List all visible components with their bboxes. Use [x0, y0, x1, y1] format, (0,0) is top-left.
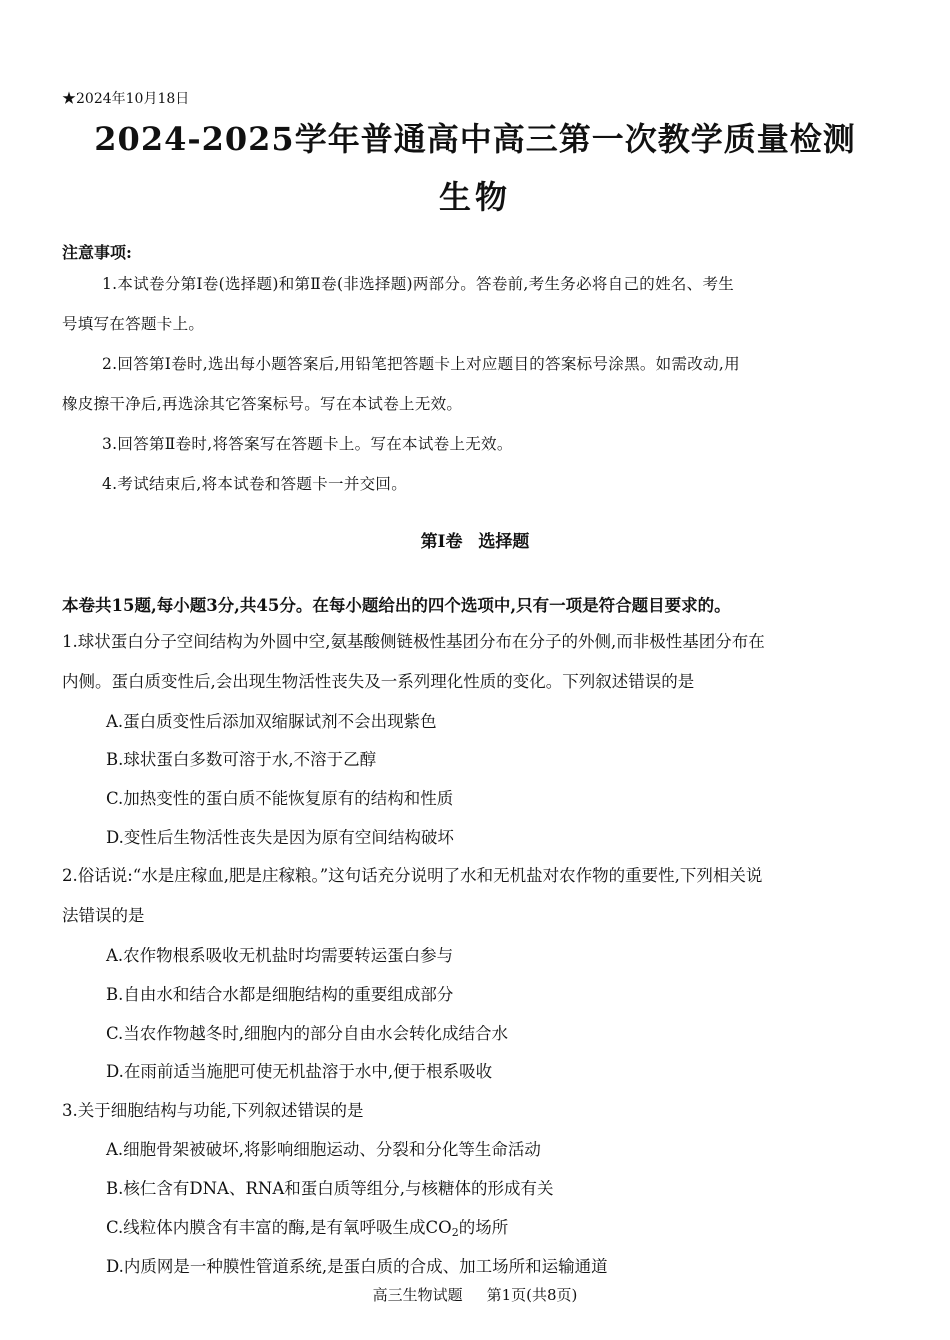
- footer-exam-name: 高三生物试题: [372, 1286, 463, 1304]
- question-2-stem-cont: 法错误的是: [62, 906, 145, 925]
- co2-subscript: 2: [451, 1226, 459, 1239]
- notice-item-1-cont: 号填写在答题卡上。: [62, 315, 205, 333]
- section-instruction: 本卷共15题,每小题3分,共45分。在每小题给出的四个选项中,只有一项是符合题目要求的。: [62, 596, 731, 615]
- question-1-stem: 1.球状蛋白分子空间结构为外圆中空,氨基酸侧链极性基团分布在分子的外侧,而非极性基团分布在: [62, 632, 765, 651]
- question-3-option-a: A.细胞骨架被破坏,将影响细胞运动、分裂和分化等生命活动: [106, 1140, 541, 1159]
- notice-item-1: 1.本试卷分第Ⅰ卷(选择题)和第Ⅱ卷(非选择题)两部分。答卷前,考生务必将自己的姓名、考生: [102, 275, 735, 293]
- question-3-option-c: [106, 1214, 508, 1239]
- question-3-stem: 3.关于细胞结构与功能,下列叙述错误的是: [62, 1101, 364, 1120]
- notice-item-2: 2.回答第Ⅰ卷时,选出每小题答案后,用铅笔把答题卡上对应题目的答案标号涂黑。如需改动,用: [102, 355, 740, 373]
- exam-date: ★2024年10月18日: [62, 91, 190, 107]
- question-1-option-c: C.加热变性的蛋白质不能恢复原有的结构和性质: [106, 789, 454, 808]
- exam-subject: 生物: [438, 178, 511, 216]
- question-3-option-d: D.内质网是一种膜性管道系统,是蛋白质的合成、加工场所和运输通道: [106, 1257, 608, 1276]
- notice-item-3: 3.回答第Ⅱ卷时,将答案写在答题卡上。写在本试卷上无效。: [102, 435, 513, 453]
- question-1-option-a: A.蛋白质变性后添加双缩脲试剂不会出现紫色: [106, 712, 437, 731]
- notice-item-2-cont: 橡皮擦干净后,再选涂其它答案标号。写在本试卷上无效。: [62, 395, 463, 413]
- question-2-option-c: C.当农作物越冬时,细胞内的部分自由水会转化成结合水: [106, 1024, 509, 1043]
- question-2-option-b: B.自由水和结合水都是细胞结构的重要组成部分: [106, 985, 454, 1004]
- question-3-option-c-text-end: 的场所: [458, 1218, 509, 1237]
- question-2-option-a: A.农作物根系吸收无机盐时均需要转运蛋白参与: [106, 946, 454, 965]
- question-1-option-b: B.球状蛋白多数可溶于水,不溶于乙醇: [106, 750, 377, 769]
- notice-item-4: 4.考试结束后,将本试卷和答题卡一并交回。: [102, 475, 408, 493]
- page-footer: [0, 1284, 950, 1305]
- question-1-option-d: D.变性后生物活性丧失是因为原有空间结构破坏: [106, 828, 454, 847]
- notice-heading: 注意事项:: [62, 243, 132, 262]
- question-3-option-c-text: C.线粒体内膜含有丰富的酶,是有氧呼吸生成CO: [106, 1218, 452, 1237]
- section-title: 第Ⅰ卷 选择题: [420, 532, 530, 552]
- question-3-option-b: B.核仁含有DNA、RNA和蛋白质等组分,与核糖体的形成有关: [106, 1179, 554, 1198]
- question-2-stem: 2.俗话说:“水是庄稼血,肥是庄稼粮。”这句话充分说明了水和无机盐对农作物的重要性,下列相关说: [62, 866, 763, 885]
- exam-title: 2024-2025学年普通高中高三第一次教学质量检测: [94, 120, 856, 158]
- question-2-option-d: D.在雨前适当施肥可使无机盐溶于水中,便于根系吸收: [106, 1062, 493, 1081]
- footer-page-number: 第1页(共8页): [486, 1286, 578, 1304]
- question-1-stem-cont: 内侧。蛋白质变性后,会出现生物活性丧失及一系列理化性质的变化。下列叙述错误的是: [62, 672, 695, 691]
